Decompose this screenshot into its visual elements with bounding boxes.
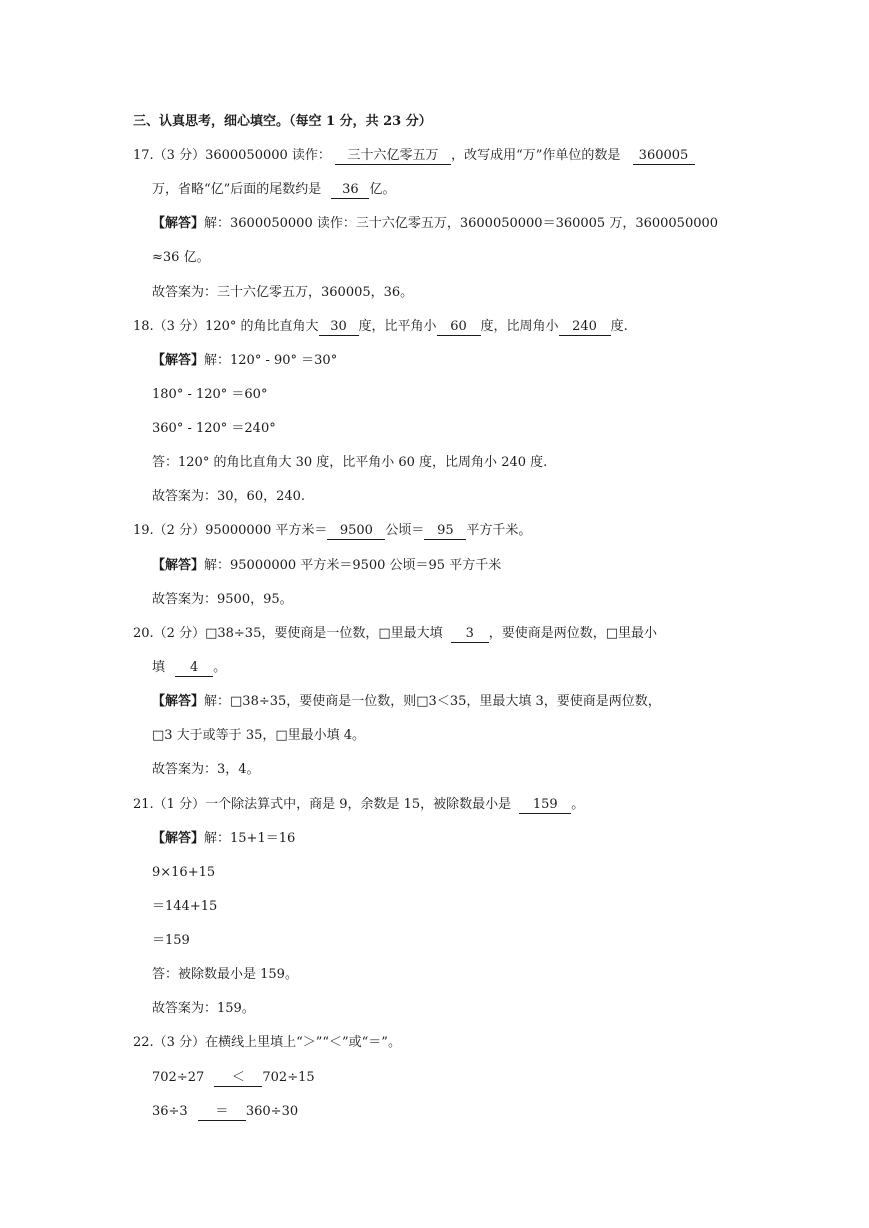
answer-blank: 60 bbox=[437, 319, 481, 336]
answer-blank: 159 bbox=[519, 797, 571, 814]
answer-blank: 36 bbox=[331, 182, 369, 199]
solution-17-line-1: 【解答】解：3600050000 读作：三十六亿零五万，3600050000＝360005 万，3600050000 bbox=[152, 216, 719, 231]
answer-blank: 4 bbox=[175, 660, 213, 677]
answer-blank: 9500 bbox=[327, 523, 385, 540]
question-22-row-2: 36÷3 ＝ 360÷30 bbox=[152, 1104, 299, 1119]
solution-21-line-5: 答：被除数最小是 159。 bbox=[152, 967, 298, 982]
answer-18: 故答案为：30，60，240. bbox=[152, 489, 306, 504]
answer-blank: ＜ bbox=[214, 1070, 262, 1087]
solution-tag: 【解答】 bbox=[152, 831, 205, 846]
solution-tag: 【解答】 bbox=[152, 353, 205, 368]
question-22-row-1: 702÷27 ＜ 702÷15 bbox=[152, 1070, 315, 1085]
question-21: 21.（1 分）一个除法算式中，商是 9，余数是 15，被除数最小是 159 。 bbox=[133, 797, 585, 812]
question-17-line-2: 万，省略“亿”后面的尾数约是 36 亿。 bbox=[152, 182, 396, 197]
solution-tag: 【解答】 bbox=[152, 694, 205, 709]
answer-blank: 240 bbox=[559, 319, 611, 336]
solution-20-line-1: 【解答】解：□38÷35，要使商是一位数，则□3＜35，里最大填 3，要使商是两位数， bbox=[152, 694, 661, 709]
question-20-line-2: 填 4 。 bbox=[152, 660, 227, 675]
question-17-line-1: 17.（3 分）3600050000 读作： 三十六亿零五万 ，改写成用“万”作单位的数是 360005 bbox=[133, 146, 695, 166]
solution-20-line-2: □3 大于或等于 35，□里最小填 4。 bbox=[152, 728, 366, 743]
answer-21: 故答案为：159。 bbox=[152, 1001, 255, 1016]
solution-17-line-2: ≈36 亿。 bbox=[152, 250, 210, 265]
solution-19-line-1: 【解答】解：95000000 平方米＝9500 公顷＝95 平方千米 bbox=[152, 558, 502, 573]
solution-21-line-1: 【解答】解：15+1＝16 bbox=[152, 831, 296, 846]
answer-19: 故答案为：9500，95。 bbox=[152, 592, 293, 607]
answer-blank: 三十六亿零五万 bbox=[335, 148, 451, 165]
answer-blank: 3 bbox=[451, 626, 489, 643]
answer-blank: 360005 bbox=[633, 148, 695, 165]
solution-18-line-1: 【解答】解：120° - 90° ＝30° bbox=[152, 353, 338, 368]
answer-blank: ＝ bbox=[198, 1104, 246, 1121]
solution-18-line-3: 360° - 120° ＝240° bbox=[152, 421, 276, 436]
answer-17: 故答案为：三十六亿零五万，360005，36。 bbox=[152, 285, 414, 300]
question-19: 19.（2 分）95000000 平方米＝ 9500 公顷＝ 95 平方千米。 bbox=[133, 523, 532, 538]
section-title: 三、认真思考，细心填空。（每空 1 分，共 23 分） bbox=[133, 114, 432, 129]
answer-blank: 95 bbox=[424, 523, 466, 540]
answer-blank: 30 bbox=[319, 319, 359, 336]
solution-18-line-4: 答：120° 的角比直角大 30 度，比平角小 60 度，比周角小 240 度. bbox=[152, 455, 548, 470]
answer-20: 故答案为：3，4。 bbox=[152, 762, 260, 777]
question-18: 18.（3 分）120° 的角比直角大 30 度，比平角小 60 度，比周角小 240 度. bbox=[133, 319, 628, 334]
solution-21-line-2: 9×16+15 bbox=[152, 865, 216, 880]
question-22: 22.（3 分）在横线上里填上“＞”“＜”或“＝”。 bbox=[133, 1035, 401, 1050]
question-20-line-1: 20.（2 分）□38÷35，要使商是一位数，□里最大填 3 ，要使商是两位数，□里最小 bbox=[133, 626, 658, 641]
solution-21-line-4: ＝159 bbox=[152, 933, 190, 948]
solution-21-line-3: ＝144+15 bbox=[152, 899, 218, 914]
solution-tag: 【解答】 bbox=[152, 216, 205, 231]
solution-tag: 【解答】 bbox=[152, 558, 205, 573]
solution-18-line-2: 180° - 120° ＝60° bbox=[152, 387, 268, 402]
